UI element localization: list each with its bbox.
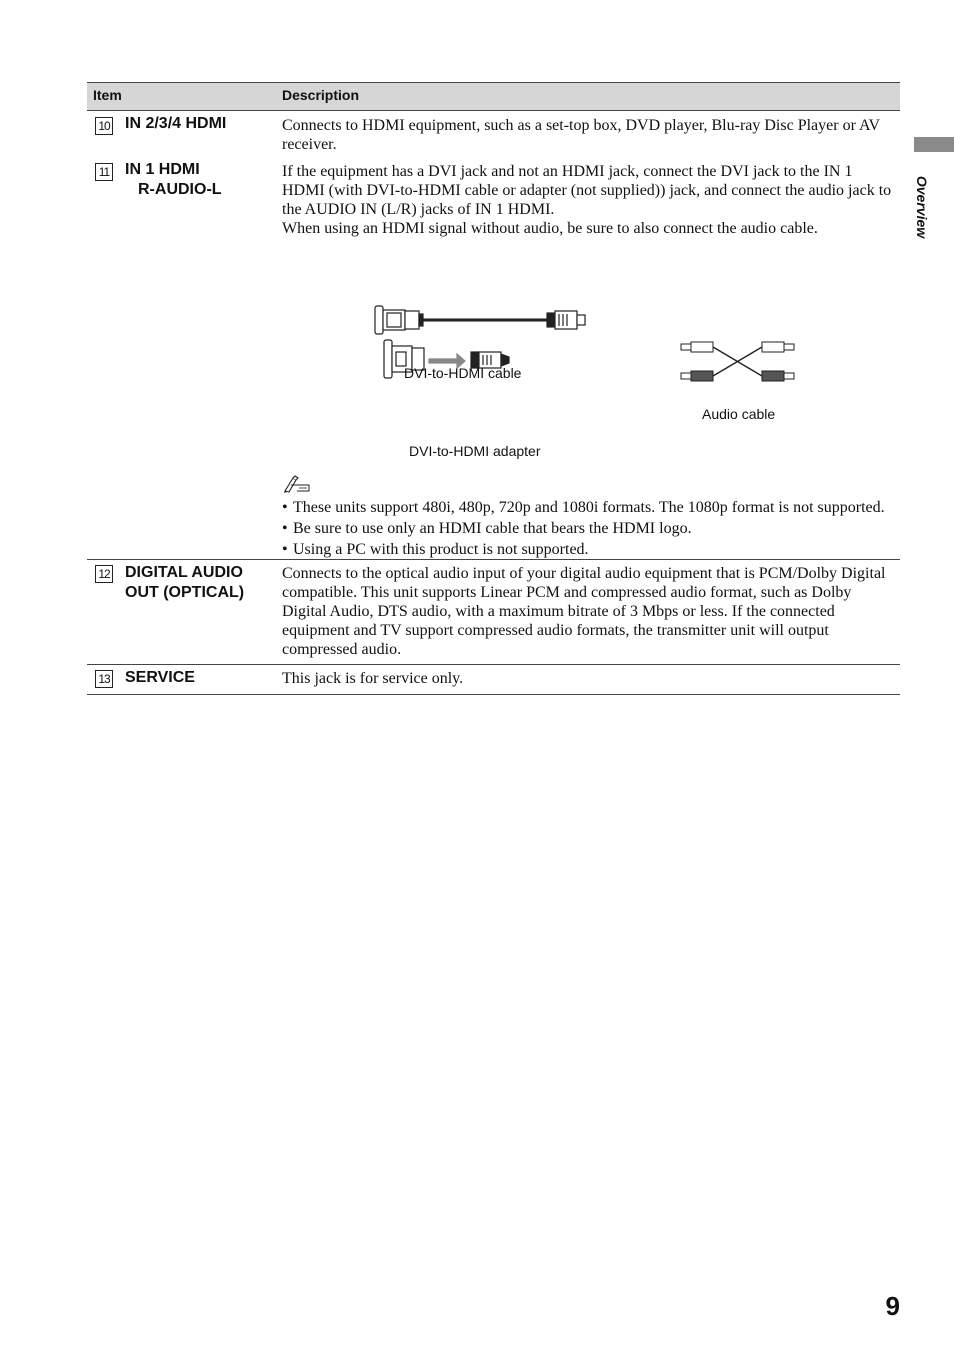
header-description: Description bbox=[282, 87, 360, 103]
section-tab-marker bbox=[914, 137, 954, 152]
item-label-line2: OUT (OPTICAL) bbox=[125, 584, 245, 601]
item-description bbox=[282, 162, 894, 238]
page-number: 9 bbox=[885, 1291, 900, 1321]
item-description: Connects to the optical audio input of your digital audio equipment that is PCM/Dolby Digital compatible. This unit supports Linear PCM and compressed audio format, such as Dolby Digital Audio, DTS audio, with a maximum bitrate of 3 Mbps or less. If the connected equipment and TV support compressed audio formats, the transmitter unit will output compressed audio. bbox=[282, 565, 886, 658]
table-row bbox=[87, 665, 900, 695]
table-row bbox=[87, 560, 900, 665]
item-label: IN 1 HDMI bbox=[125, 161, 200, 178]
audio-cable-illustration bbox=[681, 342, 794, 381]
section-label: Overview bbox=[914, 175, 930, 239]
item-label: SERVICE bbox=[125, 669, 195, 686]
item-label: DIGITAL AUDIO bbox=[125, 564, 243, 581]
note-item: • These units support 480i, 480p, 720p and 1080i formats. The 1080p format is not supported. bbox=[282, 497, 894, 518]
note-item: • Using a PC with this product is not supported. bbox=[282, 539, 894, 560]
item-number: 13 bbox=[95, 670, 113, 688]
cable-caption: DVI-to-HDMI cable bbox=[404, 365, 522, 381]
pencil-note-icon bbox=[283, 475, 313, 493]
table-row bbox=[87, 157, 900, 560]
note-item: • Be sure to use only an HDMI cable that bears the HDMI logo. bbox=[282, 518, 894, 539]
table-row bbox=[87, 111, 900, 157]
description-paragraph: When using an HDMI signal without audio, be sure to also connect the audio cable. bbox=[282, 220, 818, 237]
item-description: Connects to HDMI equipment, such as a set-top box, DVD player, Blu-ray Disc Player or AV receiver. bbox=[282, 117, 880, 153]
adapter-caption: DVI-to-HDMI adapter bbox=[409, 443, 541, 459]
notes-list bbox=[282, 497, 894, 560]
item-description: This jack is for service only. bbox=[282, 670, 464, 687]
item-label-line2: R-AUDIO-L bbox=[138, 181, 222, 198]
connector-table bbox=[87, 82, 900, 695]
description-paragraph: If the equipment has a DVI jack and not an HDMI jack, connect the DVI jack to the IN 1 HDMI (with DVI-to-HDMI cable or adapter (not supplied)) jack, and connect the audio jack to the AUDIO IN (L/R) jacks of IN 1 HDMI. bbox=[282, 163, 892, 218]
item-number: 11 bbox=[95, 163, 113, 181]
table-header bbox=[87, 82, 900, 111]
item-label: IN 2/3/4 HDMI bbox=[125, 115, 227, 132]
header-item: Item bbox=[93, 87, 122, 103]
item-number: 12 bbox=[95, 565, 113, 583]
dvi-to-hdmi-cable-illustration bbox=[375, 306, 585, 334]
item-number: 10 bbox=[95, 117, 113, 135]
audio-cable-caption: Audio cable bbox=[702, 406, 776, 422]
